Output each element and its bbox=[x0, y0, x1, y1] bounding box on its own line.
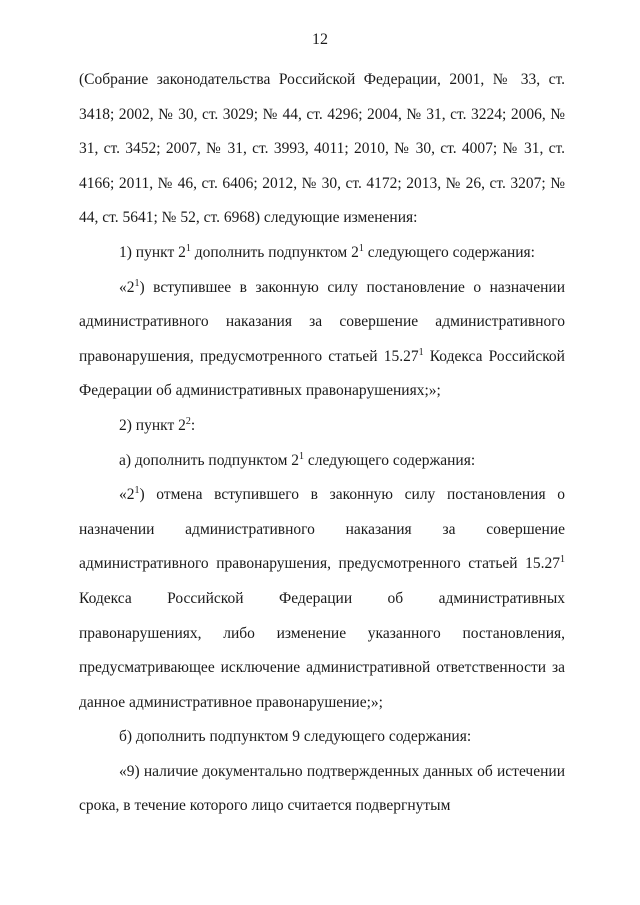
paragraph-text: 2) пункт 2 bbox=[119, 416, 186, 434]
paragraph-text: «2 bbox=[119, 486, 135, 504]
superscript: 2 bbox=[185, 415, 191, 427]
paragraph-text: Кодекса Российской Федерации об административных правонарушениях;»; bbox=[79, 347, 565, 400]
paragraph-text: : bbox=[190, 416, 196, 434]
superscript: 1 bbox=[134, 484, 140, 496]
paragraph-item-2 bbox=[79, 409, 565, 444]
paragraph-text: а) дополнить подпунктом 2 bbox=[119, 451, 300, 469]
paragraph-text: следующего содержания: bbox=[304, 451, 476, 469]
paragraph-sources bbox=[79, 63, 565, 236]
paragraph-item-1 bbox=[79, 236, 565, 271]
paragraph-text: б) дополнить подпунктом 9 следующего содержания: bbox=[119, 728, 472, 746]
superscript: 1 bbox=[185, 242, 191, 254]
superscript: 1 bbox=[299, 450, 305, 462]
paragraph-text: Кодекса Российской Федерации об административных правонарушениях, либо изменение указанного постановления, предусматривающее исключение административной ответственности за данное административное правонарушение;»; bbox=[79, 589, 565, 711]
page-number: 12 bbox=[312, 31, 328, 48]
paragraph-item-2a bbox=[79, 444, 565, 479]
superscript: 1 bbox=[560, 554, 565, 566]
paragraph-subitem-2-1-first bbox=[79, 271, 565, 409]
paragraph-text: «2 bbox=[119, 278, 135, 296]
paragraph-subitem-9 bbox=[79, 755, 565, 824]
paragraph-text: «9) наличие документально подтвержденных данных об истечении срока, в течение которого лицо считается подвергнутым bbox=[79, 762, 565, 815]
superscript: 1 bbox=[418, 346, 424, 358]
paragraph-text: 1) пункт 2 bbox=[119, 243, 186, 261]
paragraph-text: ) вступившее в законную силу постановление о назначении административного наказания за совершение административного правонарушения, предусмотренного статьей 15.27 bbox=[79, 278, 565, 365]
paragraph-subitem-2-1-second bbox=[79, 478, 565, 720]
paragraph-text: ) отмена вступившего в законную силу постановления о назначении административного наказания за совершение административного правонарушения, предусмотренного статьей 15.27 bbox=[79, 486, 565, 573]
superscript: 1 bbox=[358, 242, 364, 254]
paragraph-text: дополнить подпунктом 2 bbox=[190, 243, 359, 261]
superscript: 1 bbox=[134, 277, 140, 289]
paragraph-text: следующего содержания: bbox=[363, 243, 535, 261]
paragraph-text: (Собрание законодательства Российской Федерации, 2001, № 33, ст. 3418; 2002, № 30, ст. 3029; № 44, ст. 4296; 2004, № 31, ст. 3224; 2006, № 31, ст. 3452; 2007, № 31, ст. 3993, 4011; 2010, № 30, ст. 4007; № 31, ст. 4166; 2011, № 46, ст. 6406; 2012, № 30, ст. 4172; 2013, № 26, ст. 3207; № 44, ст. 5641; № 52, ст. 6968) следующие изменения: bbox=[79, 71, 565, 227]
paragraph-item-2b bbox=[79, 720, 565, 755]
document-body bbox=[79, 63, 565, 824]
